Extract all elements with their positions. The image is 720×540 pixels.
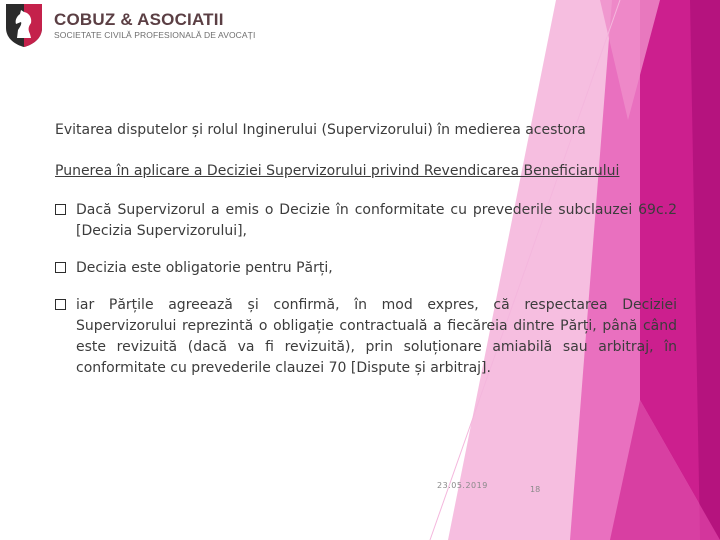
bullet-text: iar Părțile agreează și confirmă, în mod expres, că respectarea Deciziei Supervizorului reprezintă o obligație contractuală a fiecăreia dintre Părți, până când este revizuită (dacă va fi revizuită), prin soluționare amiabilă sau arbitraj, în conformitate cu prevederile clauzei 70 [Dispute și arbitraj]. (76, 297, 677, 376)
checkbox-square-icon (55, 262, 66, 273)
page-number: 18 (530, 485, 541, 494)
bullet-text: Decizia este obligatorie pentru Părți, (76, 260, 333, 276)
logo-title: COBUZ & ASOCIATII (54, 10, 224, 29)
checkbox-square-icon (55, 299, 66, 310)
bullet-text: Dacă Supervizorul a emis o Decizie în conformitate cu prevederile subclauzei 69c.2 [Decizia Supervizorului], (76, 202, 677, 239)
bullet-item (55, 200, 677, 242)
checkbox-square-icon (55, 204, 66, 215)
slide-title: Evitarea disputelor și rolul Inginerului (Supervizorului) în medierea acestora (55, 122, 586, 138)
slide-subtitle: Punerea în aplicare a Deciziei Supervizorului privind Revendicarea Beneficiarului (55, 163, 620, 179)
company-logo (4, 2, 255, 48)
footer-date: 23.05.2019 (437, 481, 488, 490)
chess-knight-shield-icon (4, 2, 44, 48)
slide-content (55, 120, 677, 395)
bullet-item (55, 258, 677, 279)
logo-subtitle: SOCIETATE CIVILĂ PROFESIONALĂ DE AVOCAȚI (54, 30, 256, 40)
logo-text-block (54, 10, 255, 40)
bullet-item (55, 295, 677, 379)
